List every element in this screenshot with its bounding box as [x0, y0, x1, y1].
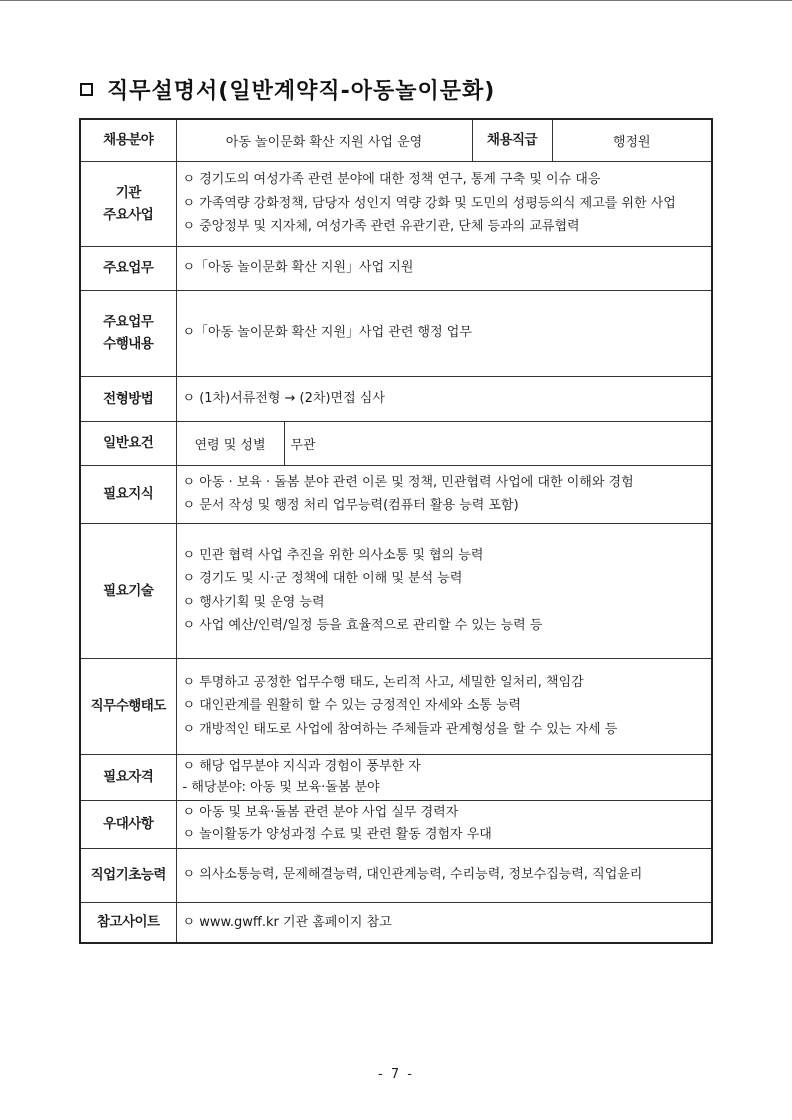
row-requirements [80, 421, 712, 465]
skills-line: ㅇ 민관 협력 사업 추진을 위한 의사소통 및 협의 능력 [182, 547, 484, 563]
value-org [176, 161, 712, 246]
label-skills: 필요기술 [80, 523, 176, 658]
label-reference: 참고사이트 [80, 902, 176, 943]
skills-line: ㅇ 행사기획 및 운영 능력 [182, 594, 325, 610]
row-field [80, 119, 712, 161]
value-reference [176, 902, 712, 943]
org-line: ㅇ 가족역량 강화정책, 담당자 성인지 역량 강화 및 도민의 성평등의식 제고를 위한 사업 [182, 195, 676, 211]
attitude-line: ㅇ 투명하고 공정한 업무수행 태도, 논리적 사고, 세밀한 일처리, 책임감 [182, 674, 584, 690]
main-work-line: ㅇ「아동 놀이문화 확산 지원」사업 지원 [182, 260, 414, 276]
qualification-line: ㅇ 해당 업무분야 지식과 경험이 풍부한 자 [182, 759, 421, 774]
reference-line: ㅇ www.gwff.kr 기관 홈페이지 참고 [182, 914, 392, 930]
value-tasks [176, 290, 712, 376]
value-knowledge [176, 465, 712, 523]
org-line: ㅇ 중앙정부 및 지자체, 여성가족 관련 유관기관, 단체 등과의 교류협력 [182, 219, 580, 235]
value-qualification [176, 754, 712, 800]
label-tasks-line-1: 주요업무 [103, 314, 154, 330]
row-knowledge [80, 465, 712, 523]
row-org [80, 161, 712, 246]
preference-line: ㅇ 아동 및 보육·돌봄 관련 분야 사업 실무 경력자 [182, 805, 459, 820]
row-attitude [80, 658, 712, 754]
label-requirements: 일반요건 [80, 421, 176, 465]
label-tasks [80, 290, 176, 376]
attitude-line: ㅇ 개방적인 태도로 사업에 참여하는 주체들과 관계형성을 할 수 있는 자세 등 [182, 721, 618, 737]
value-method [176, 376, 712, 421]
tasks-line: ㅇ「아동 놀이문화 확산 지원」사업 관련 행정 업무 [182, 325, 472, 341]
label-grade: 채용직급 [472, 119, 552, 161]
knowledge-line: ㅇ 문서 작성 및 행정 처리 업무능력(컴퓨터 활용 능력 포함) [182, 498, 519, 513]
row-basic-ability [80, 848, 712, 902]
method-line: ㅇ (1차)서류전형 → (2차)면접 심사 [182, 390, 385, 406]
value-main-work [176, 246, 712, 290]
label-main-work: 주요업무 [80, 246, 176, 290]
label-attitude: 직무수행태도 [80, 658, 176, 754]
value-grade: 행정원 [552, 119, 712, 161]
label-qualification: 필요자격 [80, 754, 176, 800]
label-preference: 우대사항 [80, 800, 176, 848]
qualification-subline: - 해당분야: 아동 및 보육·돌봄 분야 [182, 780, 380, 795]
sub-value-age-gender: 무관 [284, 421, 712, 465]
row-preference [80, 800, 712, 848]
row-tasks [80, 290, 712, 376]
value-field: 아동 놀이문화 확산 지원 사업 운영 [176, 119, 472, 161]
row-main-work [80, 246, 712, 290]
knowledge-line: ㅇ 아동 · 보육 · 돌봄 분야 관련 이론 및 정책, 민관협력 사업에 대한 이해와 경험 [182, 474, 634, 490]
preference-line: ㅇ 놀이활동가 양성과정 수료 및 관련 활동 경험자 우대 [182, 827, 492, 842]
page-number: - 7 - [378, 1067, 414, 1082]
row-reference [80, 902, 712, 943]
value-skills [176, 523, 712, 658]
value-attitude [176, 658, 712, 754]
label-basic-ability: 직업기초능력 [80, 848, 176, 902]
label-org-line-2: 주요사업 [103, 206, 154, 223]
org-line: ㅇ 경기도의 여성가족 관련 분야에 대한 정책 연구, 통계 구축 및 이슈 대응 [182, 172, 601, 188]
job-description-table [79, 118, 713, 944]
top-rule [0, 0, 792, 1]
label-tasks-line-2: 수행내용 [103, 336, 154, 352]
value-preference [176, 800, 712, 848]
page-title [80, 72, 495, 106]
label-org [80, 161, 176, 246]
checkbox-square-icon [80, 83, 93, 96]
attitude-line: ㅇ 대인관계를 원활히 할 수 있는 긍정적인 자세와 소통 능력 [182, 698, 522, 714]
skills-line: ㅇ 경기도 및 시·군 정책에 대한 이해 및 분석 능력 [182, 571, 463, 586]
label-knowledge: 필요지식 [80, 465, 176, 523]
skills-line: ㅇ 사업 예산/인력/일정 등을 효율적으로 관리할 수 있는 능력 등 [182, 618, 543, 633]
label-field: 채용분야 [80, 119, 176, 161]
basic-ability-line: ㅇ 의사소통능력, 문제해결능력, 대인관계능력, 수리능력, 정보수집능력, 직업윤리 [182, 867, 643, 883]
sub-label-age-gender: 연령 및 성별 [176, 421, 284, 465]
value-basic-ability [176, 848, 712, 902]
row-method [80, 376, 712, 421]
page-title-text: 직무설명서(일반계약직-아동놀이문화) [107, 78, 496, 104]
label-method: 전형방법 [80, 376, 176, 421]
row-skills [80, 523, 712, 658]
row-qualification [80, 754, 712, 800]
label-org-line-1: 기관 [115, 184, 141, 201]
